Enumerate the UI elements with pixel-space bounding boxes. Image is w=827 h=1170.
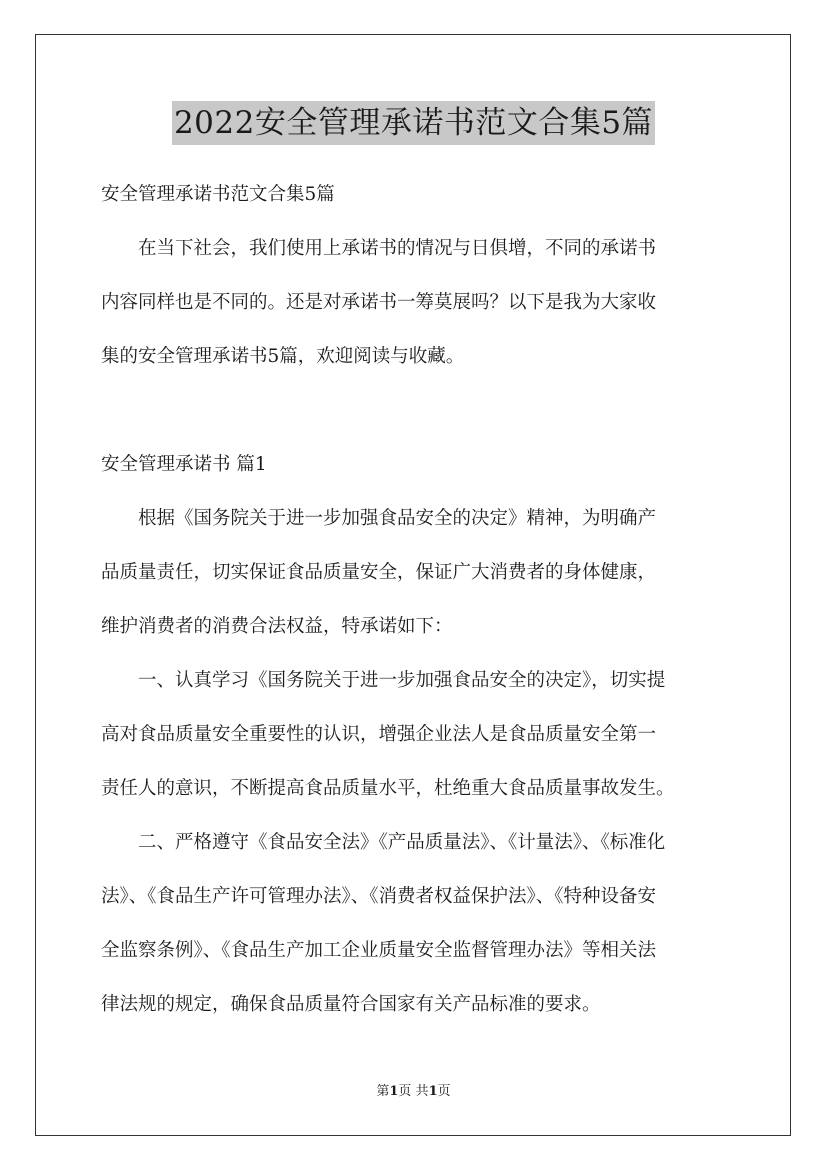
paragraph-line: 维护消费者的消费合法权益，特承诺如下： [101, 616, 453, 637]
paragraph-3 [101, 816, 731, 1032]
footer-page-number: 1 [389, 1084, 399, 1099]
intro-line: 在当下社会，我们使用上承诺书的情况与日俱增，不同的承诺书 [138, 238, 657, 259]
paragraph-2 [101, 654, 731, 816]
document-title [0, 100, 827, 145]
document-body [101, 168, 731, 1032]
paragraph-1 [101, 492, 731, 654]
intro-line: 内容同样也是不同的。还是对承诺书一筹莫展吗？以下是我为大家收 [101, 292, 657, 313]
paragraph-line: 品质量责任，切实保证食品质量安全，保证广大消费者的身体健康， [101, 562, 657, 583]
section-heading: 安全管理承诺书 篇1 [101, 454, 267, 475]
paragraph-line: 全监察条例》、《食品生产加工企业质量安全监督管理办法》等相关法 [101, 940, 657, 961]
paragraph-line: 责任人的意识，不断提高食品质量水平，杜绝重大食品质量事故发生。 [101, 778, 675, 799]
paragraph-line: 高对食品质量安全重要性的认识，增强企业法人是食品质量安全第一 [101, 724, 657, 745]
intro-line: 集的安全管理承诺书5篇，欢迎阅读与收藏。 [101, 346, 465, 367]
footer-total-pages: 1 [428, 1084, 438, 1099]
footer-mid: 页 共 [398, 1084, 429, 1099]
footer-suffix: 页 [437, 1084, 451, 1099]
paragraph-line: 律法规的规定，确保食品质量符合国家有关产品标准的要求。 [101, 994, 601, 1015]
document-title-text: 2022安全管理承诺书范文合集5篇 [172, 101, 655, 145]
intro-paragraph [101, 222, 731, 384]
page-footer [0, 1082, 827, 1102]
footer-prefix: 第 [376, 1084, 390, 1099]
paragraph-line: 一、认真学习《国务院关于进一步加强食品安全的决定》，切实提 [138, 670, 666, 691]
paragraph-line: 二、严格遵守《食品安全法》《产品质量法》、《计量法》、《标准化 [138, 832, 666, 853]
paragraph-line: 根据《国务院关于进一步加强食品安全的决定》精神，为明确产 [138, 508, 657, 529]
paragraph-line: 法》、《食品生产许可管理办法》、《消费者权益保护法》、《特种设备安 [101, 886, 657, 907]
document-subtitle: 安全管理承诺书范文合集5篇 [101, 184, 335, 205]
